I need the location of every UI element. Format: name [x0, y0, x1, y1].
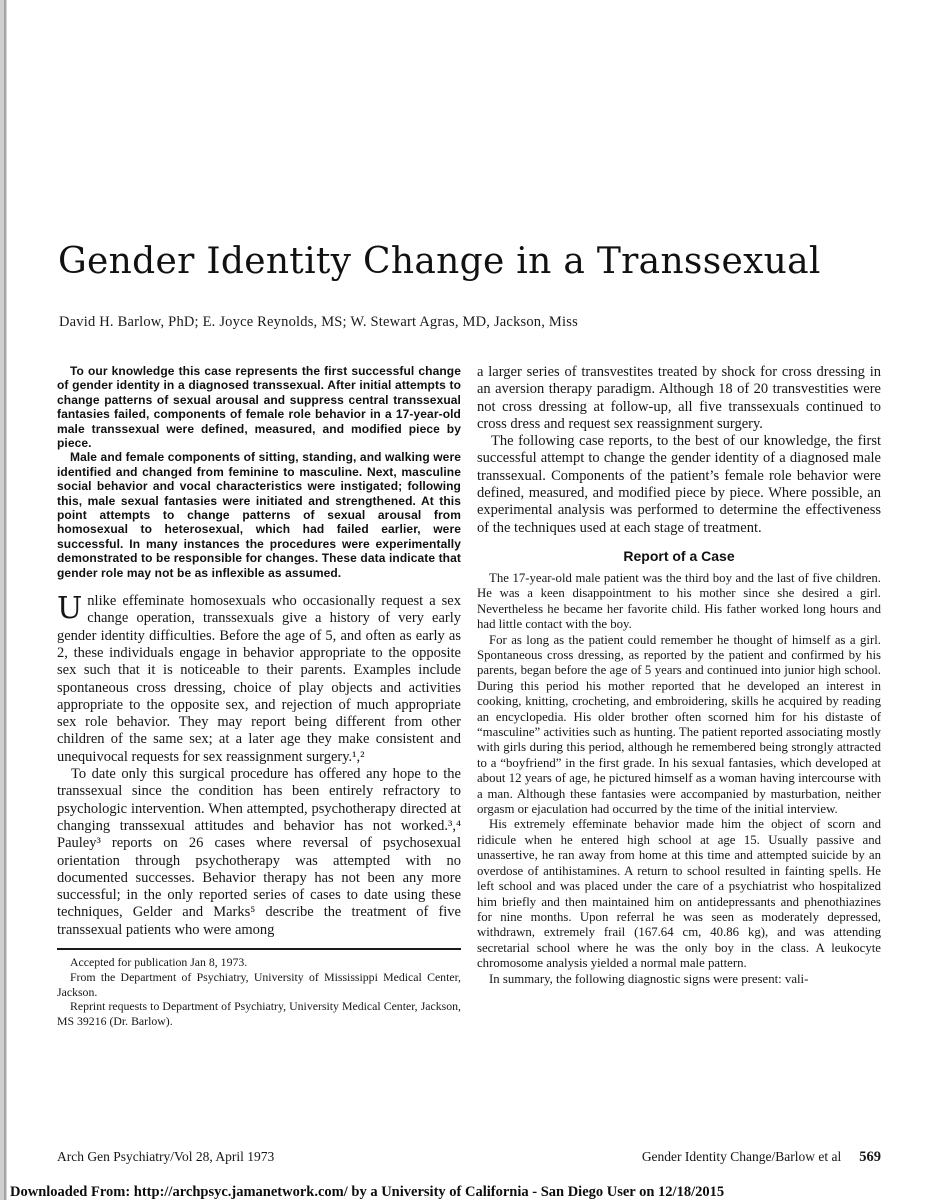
body-paragraph: The following case reports, to the best of our knowledge, the first successful attempt to change the gender identity of a diagnosed male transsexual. Components of the patient’s female role behavior were defined, measured, and modified piece by piece. Where possible, an experimental analysis was performed to determine the effectiveness of the techniques used at each stage of treatment. [477, 433, 881, 536]
page-number: 569 [859, 1149, 881, 1165]
footnote [57, 955, 461, 1029]
running-head: Gender Identity Change/Barlow et al [641, 1149, 842, 1164]
journal-citation: Arch Gen Psychiatry/Vol 28, April 1973 [57, 1149, 275, 1164]
article-title: Gender Identity Change in a Transsexual [58, 241, 821, 282]
abstract-paragraph: Male and female components of sitting, standing, and walking were identified and changed from feminine to masculine. Next, masculine social behavior and vocal characteristics were instigated; following this, male sexual fantasies were initiated and strengthened. At this point attempts to change patterns of sexual arousal from homosexual to heterosexual, which had failed earlier, were successful. In many instances the procedures were experimentally demonstrated to be responsible for changes. These data indicate that gender role may not be as inflexible as assumed. [57, 450, 461, 580]
download-watermark: Downloaded From: http://archpsyc.jamanetwork.com/ by a University of California - San Diego User on 12/18/2015 [10, 1184, 725, 1200]
case-paragraph: The 17-year-old male patient was the third boy and the last of five children. He was a keen disappointment to his mother since she desired a girl. Nevertheless he became her favorite child. His father worked long hours and had little contact with the boy. [477, 570, 881, 632]
section-heading: Report of a Case [623, 547, 735, 564]
footnote-rule [57, 948, 461, 950]
right-column [477, 364, 881, 1029]
drop-cap: U [57, 591, 83, 627]
case-paragraph: For as long as the patient could remember he thought of himself as a girl. Spontaneous cross dressing, as reported by the patient and confirmed by his parents, began before the age of 5 years and continued into junior high school. During this period his mother reported that he developed an interest in cooking, knitting, crocheting, and embroidering, skills he acquired by reading an encyclopedia. His older brother often scorned him for his distaste of “masculine” activities such as hunting. The patient reported associating mostly with girls during this period, although he remembered being strongly attracted to a “boyfriend” in the first grade. In his sexual fantasies, which developed at about 12 years of age, he pictured himself as a woman having intercourse with a man. Although these fantasies were accompanied by masturbation, neither orgasm or ejaculation had occurred by the time of the initial interview. [477, 632, 881, 817]
abstract-paragraph: To our knowledge this case represents the first successful change of gender identity in a diagnosed transsexual. After initial attempts to change patterns of sexual arousal and suppress central transsexual fantasies failed, components of female role behavior in a 17-year-old male transsexual were defined, measured, and modified piece by piece. [57, 364, 461, 451]
article-columns [57, 364, 881, 1029]
abstract [57, 364, 461, 580]
body-paragraph-continuation: a larger series of transvestites treated by shock for cross dressing in an aversion therapy paradigm. Although 18 of 20 transvestities were not cross dressing at follow-up, all five transsexuals continued to cross dress and request sex reassignment surgery. [477, 364, 881, 432]
footnote-line: Accepted for publication Jan 8, 1973. [70, 955, 248, 970]
left-column [57, 364, 461, 1029]
article-authors: David H. Barlow, PhD; E. Joyce Reynolds, MS; W. Stewart Agras, MD, Jackson, Miss [59, 314, 578, 330]
case-paragraph: In summary, the following diagnostic signs were present: vali- [489, 971, 809, 986]
introduction [57, 593, 461, 939]
intro-paragraph-text: nlike effeminate homosexuals who occasionally request a sex change operation, transsexuals give a history of very early gender identity difficulties. Before the age of 5, and often as early as 2, these individuals engage in behavior appropriate to the opposite sex such that it is noticeable to their parents. Examples include spontaneous cross dressing, choice of play objects and activities appropriate to the opposite sex, and rejection of much appropriate sex role behavior. They may report being different from other children of the same sex; at a later age they make consistent and unequivocal requests for sex reassignment surgery.¹,² [57, 593, 461, 765]
scan-edge [0, 0, 7, 1200]
case-paragraph: His extremely effeminate behavior made him the object of scorn and ridicule when he entered high school at age 15. Usually passive and unassertive, he ran away from home at this time and attempted suicide by an overdose of antihistamines. A return to school resulted in fainting spells. He left school and was placed under the care of a psychiatrist who hospitalized him briefly and then maintained him on antidepressants and phenothiazines for nine months. Upon referral he was seen as moderately depressed, withdrawn, extremely frail (167.64 cm, 40.86 kg), and was attending secretarial school where he was the only boy in the class. A leukocyte chromosome analysis yielded a normal male pattern. [477, 817, 881, 971]
footnote-line: Reprint requests to Department of Psychiatry, University Medical Center, Jackson, MS 39216 (Dr. Barlow). [57, 999, 461, 1029]
intro-paragraph [57, 593, 461, 766]
footnote-line: From the Department of Psychiatry, University of Mississippi Medical Center, Jackson. [57, 969, 461, 999]
intro-paragraph: To date only this surgical procedure has offered any hope to the transsexual since the condition has been entirely refractory to psychologic intervention. When attempted, psychotherapy directed at changing transsexual attitudes and behavior has not worked.³,⁴ Pauley³ reports on 26 cases where reversal of psychosexual orientation through psychotherapy was attempted with no documented successes. Behavior therapy has not been any more successful; in the only reported series of cases to date using these techniques, Gelder and Marks⁵ describe the treatment of five transsexual patients who were among [57, 766, 461, 938]
footer-right [642, 1149, 881, 1166]
page-footer [57, 1149, 881, 1166]
